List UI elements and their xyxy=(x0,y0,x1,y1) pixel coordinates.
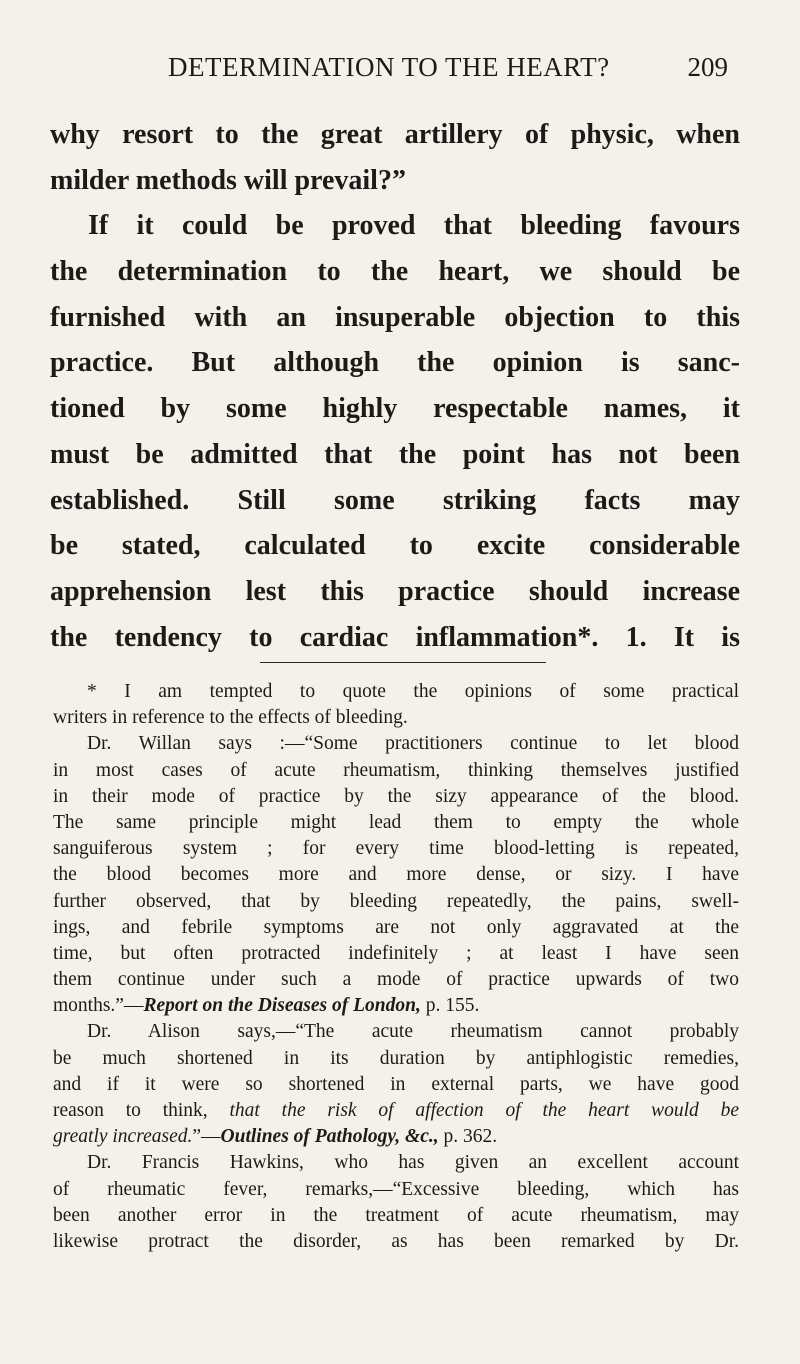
body-line: apprehension lest this practice should increase xyxy=(50,575,740,607)
running-head xyxy=(168,52,728,92)
footnote-line: Dr. Willan says :—“Some practitioners continue to let blood xyxy=(87,733,739,755)
body-line: furnished with an insuperable objection to this xyxy=(50,301,740,333)
emphasized-quote: that the risk of affection of the heart would be xyxy=(229,1100,739,1121)
emphasized-quote: greatly increased. xyxy=(53,1126,193,1148)
body-line: the tendency to cardiac inflammation*. 1. It is xyxy=(50,621,740,653)
footnote-line: the blood becomes more and more dense, or sizy. I have xyxy=(53,864,739,886)
footnote-text: months.”— xyxy=(53,995,144,1017)
footnote-line xyxy=(53,1124,739,1150)
body-text xyxy=(50,112,740,660)
body-line: tioned by some highly respectable names, it xyxy=(50,393,740,425)
footnote-line: Dr. Francis Hawkins, who has given an excellent account xyxy=(87,1152,739,1174)
footnote-line: Dr. Alison says,—“The acute rheumatism cannot probably xyxy=(87,1021,739,1043)
footnote-line xyxy=(53,1098,739,1124)
footnote-line: likewise protract the disorder, as has been remarked by Dr. xyxy=(53,1230,739,1252)
page-number: 209 xyxy=(687,52,728,82)
footnote-line: sanguiferous system ; for every time blood-letting is repeated, xyxy=(53,838,739,860)
footnote-line: writers in reference to the effects of bleeding. xyxy=(53,707,408,729)
footnote-line: ings, and febrile symptoms are not only aggravated at the xyxy=(53,916,739,938)
footnote-line: be much shortened in its duration by antiphlogistic remedies, xyxy=(53,1047,739,1069)
footnote-line: in most cases of acute rheumatism, thinking themselves justified xyxy=(53,759,739,781)
body-line: milder methods will prevail?” xyxy=(50,164,406,196)
body-line: If it could be proved that bleeding favours xyxy=(88,210,740,242)
footnote-text: ”— xyxy=(192,1126,221,1148)
footnote-line: * I am tempted to quote the opinions of some practical xyxy=(87,681,739,702)
citation-page: p. 155. xyxy=(420,995,480,1017)
body-line: must be admitted that the point has not been xyxy=(50,438,740,470)
citation-page: p. 362. xyxy=(438,1126,498,1148)
citation-title: Report on the Diseases of London, xyxy=(143,995,421,1017)
footnote-line: The same principle might lead them to empty the whole xyxy=(53,811,739,833)
footnote-line: of rheumatic fever, remarks,—“Excessive bleeding, which has xyxy=(53,1178,739,1200)
footnote-line: been another error in the treatment of acute rheumatism, may xyxy=(53,1204,739,1226)
footnote-line: time, but often protracted indefinitely ; at least I have seen xyxy=(53,942,739,964)
body-line: established. Still some striking facts may xyxy=(50,484,740,516)
citation-title: Outlines of Pathology, &c., xyxy=(220,1126,439,1148)
body-line: why resort to the great artillery of physic, when xyxy=(50,119,740,150)
body-line: practice. But although the opinion is sanc- xyxy=(50,347,740,379)
footnote-line: and if it were so shortened in external parts, we have good xyxy=(53,1073,739,1095)
footnote-line: in their mode of practice by the sizy appearance of the blood. xyxy=(53,785,739,807)
body-line: be stated, calculated to excite considerable xyxy=(50,530,740,562)
body-line: the determination to the heart, we should be xyxy=(50,256,740,288)
footnote-rule xyxy=(260,662,546,663)
footnote xyxy=(53,679,739,1255)
footnote-line: them continue under such a mode of practice upwards of two xyxy=(53,969,739,991)
running-head-title: DETERMINATION TO THE HEART? xyxy=(168,52,610,82)
footnote-line: further observed, that by bleeding repeatedly, the pains, swell- xyxy=(53,890,739,912)
footnote-text: reason to think, xyxy=(53,1100,230,1121)
footnote-line xyxy=(53,993,739,1019)
